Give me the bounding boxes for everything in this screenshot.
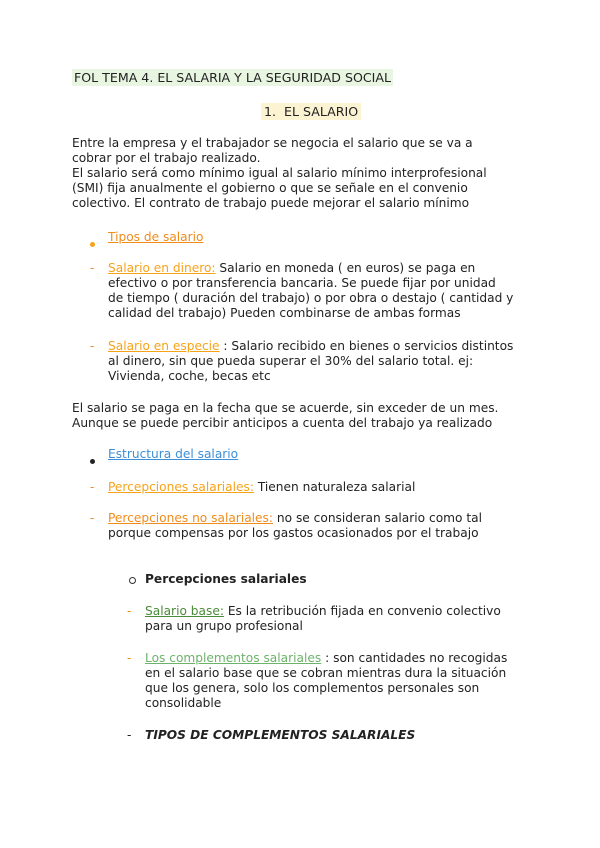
section-heading-salario	[261, 103, 361, 120]
intro-line: Entre la empresa y el trabajador se negocia el salario que se va a	[72, 136, 473, 150]
tipos-complementos-heading: TIPOS DE COMPLEMENTOS SALARIALES	[145, 728, 416, 742]
pago-line: El salario se paga en la fecha que se acuerde, sin exceder de un mes.	[72, 401, 499, 415]
dash-icon: -	[127, 651, 132, 665]
dash-icon: -	[90, 511, 95, 525]
salario-especie-line: al dinero, sin que pueda superar el 30% del salario total. ej:	[108, 354, 474, 368]
percepciones-no-salariales-term: Percepciones no salariales:	[108, 511, 274, 525]
dash-icon: -	[127, 728, 132, 742]
section-number: 1.	[264, 104, 277, 119]
complementos-text: : son cantidades no recogidas	[321, 651, 508, 665]
pago-line: Aunque se puede percibir anticipos a cuenta del trabajo ya realizado	[72, 416, 493, 430]
dash-icon: -	[90, 339, 95, 353]
dash-icon: -	[127, 604, 132, 618]
intro-line: colectivo. El contrato de trabajo puede mejorar el salario mínimo	[72, 196, 470, 210]
salario-dinero-term: Salario en dinero:	[108, 261, 216, 275]
percepciones-salariales-term: Percepciones salariales:	[108, 480, 254, 494]
tipos-salario-label: Tipos de salario	[108, 230, 204, 244]
bullet-dot-icon	[90, 242, 95, 247]
salario-base-term: Salario base:	[145, 604, 224, 618]
circle-bullet-icon	[129, 577, 136, 584]
salario-base-text: Es la retribución fijada en convenio colectivo	[223, 604, 501, 618]
section-title: EL SALARIO	[284, 104, 359, 119]
complementos-term: Los complementos salariales	[145, 651, 322, 665]
salario-dinero-line: calidad del trabajo) Pueden combinarse de ambas formas	[108, 306, 461, 320]
complementos-line: en el salario base que se cobran mientras dura la situación	[145, 666, 507, 680]
salario-base-line: para un grupo profesional	[145, 619, 303, 633]
salario-dinero-text: Salario en moneda ( en euros) se paga en	[215, 261, 476, 275]
percepciones-salariales-item	[108, 480, 538, 495]
salario-dinero-line: efectivo o por transferencia bancaria. Se puede fijar por unidad	[108, 276, 496, 290]
bullet-dot-icon	[90, 459, 95, 464]
bullet-tipos-salario	[90, 230, 204, 251]
intro-line: (SMI) fija anualmente el gobierno o que se señale en el convenio	[72, 181, 468, 195]
pago-paragraph	[72, 401, 542, 431]
intro-line: El salario será como mínimo igual al salario mínimo interprofesional	[72, 166, 487, 180]
percepciones-salariales-subheading: Percepciones salariales	[145, 572, 307, 586]
dash-icon: -	[90, 261, 95, 275]
salario-dinero-line: de tiempo ( duración del trabajo) o por obra o destajo ( cantidad y	[108, 291, 514, 305]
complementos-line: consolidable	[145, 696, 222, 710]
percepciones-no-salariales-item	[108, 511, 538, 541]
salario-especie-line: Vivienda, coche, becas etc	[108, 369, 271, 383]
bullet-estructura-salario	[90, 447, 239, 468]
intro-paragraph	[72, 136, 542, 211]
complementos-line: que los genera, solo los complementos personales son	[145, 681, 480, 695]
salario-especie-text: : Salario recibido en bienes o servicios distintos	[219, 339, 514, 353]
document-title: FOL TEMA 4. EL SALARIA Y LA SEGURIDAD SOCIAL	[74, 70, 392, 85]
salario-especie-term: Salario en especie	[108, 339, 220, 353]
salario-base-item	[145, 604, 525, 634]
percepciones-no-salariales-line: porque compensas por los gastos ocasionados por el trabajo	[108, 526, 479, 540]
intro-line: cobrar por el trabajo realizado.	[72, 151, 261, 165]
dash-icon: -	[90, 480, 95, 494]
salario-dinero-item	[108, 261, 538, 321]
salario-especie-item	[108, 339, 538, 384]
percepciones-no-salariales-text: no se consideran salario como tal	[273, 511, 482, 525]
percepciones-salariales-text: Tienen naturaleza salarial	[253, 480, 416, 494]
estructura-salario-label: Estructura del salario	[108, 447, 239, 461]
complementos-item	[145, 651, 525, 711]
